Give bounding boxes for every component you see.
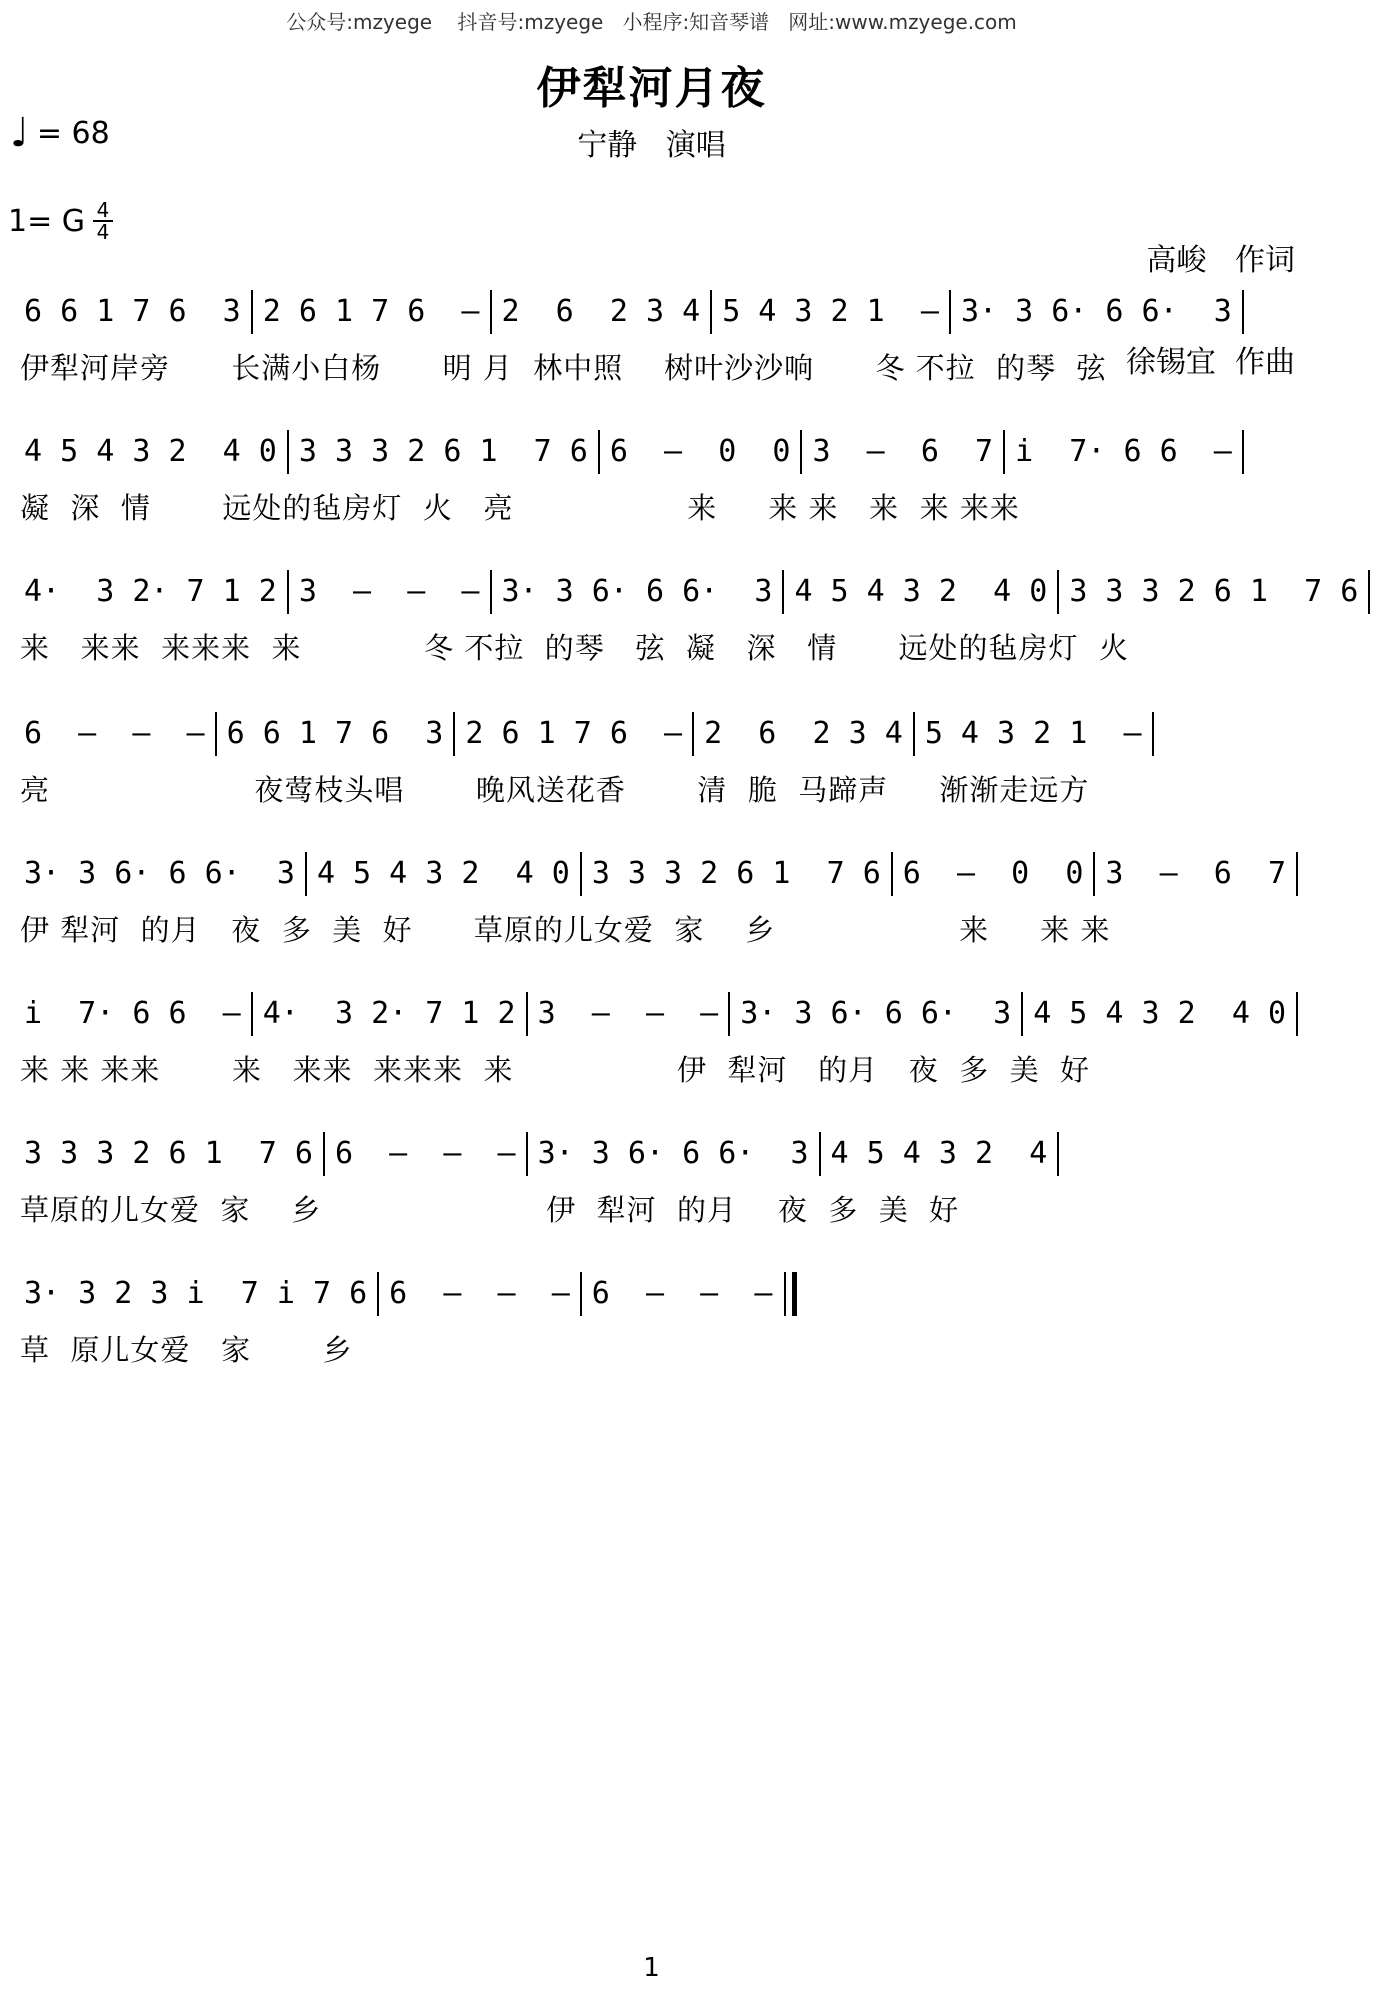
measure: 2 6 2 3 4	[704, 715, 903, 751]
barline	[1021, 992, 1023, 1036]
barline	[913, 712, 915, 756]
measure: 5 4 3 2 1 –	[924, 715, 1142, 751]
measure: 5 4 3 2 1 –	[722, 293, 939, 329]
measure: 6 – 0 0	[902, 855, 1084, 891]
measure: 3· 3 6· 6 6· 3	[960, 293, 1232, 329]
barline	[1057, 570, 1059, 614]
notes-line	[20, 1272, 797, 1332]
measure: 3· 3 6· 6 6· 3	[740, 995, 1012, 1031]
key-signature	[8, 200, 113, 242]
measure: 6 6 1 7 6 3	[24, 293, 241, 329]
site-info-header: 公众号:mzyege 抖音号:mzyege 小程序:知音琴谱 网址:www.mzyege.com	[286, 10, 1017, 34]
score-system	[20, 1132, 1300, 1242]
song-title: 伊犁河月夜	[536, 63, 767, 114]
barline	[1003, 430, 1005, 474]
measure: 4 5 4 3 2 4 0	[794, 573, 1048, 609]
barline	[728, 992, 730, 1036]
measure: 3 – 6 7	[812, 433, 994, 469]
singer-credit: 宁静 演唱	[577, 128, 726, 163]
barline	[819, 1132, 821, 1176]
score-system	[20, 712, 1300, 822]
barline	[1057, 1132, 1059, 1176]
measure: 6 – – –	[334, 1135, 516, 1171]
measure: 4· 3 2· 7 1 2	[262, 995, 516, 1031]
tempo-value: = 68	[36, 115, 110, 151]
lyrics-line: 草原的儿女爱 家 乡 伊 犁河 的月 夜 多 美 好	[20, 1193, 960, 1227]
barline	[526, 1132, 528, 1176]
measure: 2 6 1 7 6 –	[262, 293, 480, 329]
barline	[215, 712, 217, 756]
measure: 6 – – –	[24, 715, 205, 751]
barline	[1152, 712, 1154, 756]
lyrics-line: 凝 深 情 远处的毡房灯 火 亮 来 来 来 来 来 来来	[20, 491, 1020, 525]
barline	[710, 290, 712, 334]
barline	[891, 852, 893, 896]
barline	[453, 712, 455, 756]
measure: 4 5 4 3 2 4	[830, 1135, 1048, 1171]
measure: 4 5 4 3 2 4 0	[24, 433, 277, 469]
time-signature	[93, 200, 113, 242]
measure: 6 – – –	[591, 1275, 773, 1311]
barline	[800, 430, 802, 474]
barline	[287, 430, 289, 474]
quarter-note-icon: ♩	[10, 110, 29, 156]
measure: 3· 3 6· 6 6· 3	[537, 1135, 809, 1171]
measure: i 7· 6 6 –	[1015, 433, 1232, 469]
measure: 3· 3 2 3 i 7 i 7 6	[24, 1275, 368, 1311]
barline	[377, 1272, 379, 1316]
score-system	[20, 290, 1300, 400]
notes-line	[20, 430, 1250, 490]
measure: 2 6 2 3 4	[501, 293, 701, 329]
barline	[692, 712, 694, 756]
barline	[580, 1272, 582, 1316]
barline	[1093, 852, 1095, 896]
measure: 3 3 3 2 6 1 7 6	[298, 433, 588, 469]
barline	[526, 992, 528, 1036]
measure: 6 6 1 7 6 3	[226, 715, 444, 751]
barline	[580, 852, 582, 896]
notes-line	[20, 852, 1304, 912]
barline	[1368, 570, 1370, 614]
score-system	[20, 992, 1300, 1102]
page-number: 1	[643, 1953, 660, 1983]
measure: 4· 3 2· 7 1 2	[24, 573, 277, 609]
measure: 6 – – –	[389, 1275, 570, 1311]
measure: 3· 3 6· 6 6· 3	[501, 573, 773, 609]
barline	[598, 430, 600, 474]
barline	[949, 290, 951, 334]
lyricist-credit: 高峻 作词	[1146, 243, 1295, 278]
measure: 3 – 6 7	[1105, 855, 1287, 891]
notes-line	[20, 712, 1160, 772]
lyrics-line: 伊犁河岸旁 长满小白杨 明 月 林中照 树叶沙沙响 冬 不拉 的琴 弦	[20, 351, 1107, 385]
notes-line	[20, 1132, 1065, 1192]
time-signature-top: 4	[96, 198, 110, 222]
measure: 3 – – –	[537, 995, 719, 1031]
notes-line	[20, 992, 1304, 1052]
score-system	[20, 852, 1300, 962]
measure: i 7· 6 6 –	[24, 995, 241, 1031]
lyrics-line: 来 来 来来 来 来来 来来来 来 伊 犁河 的月 夜 多 美 好	[20, 1053, 1091, 1087]
score-system	[20, 570, 1359, 680]
measure: 3 3 3 2 6 1 7 6	[591, 855, 881, 891]
barline	[1296, 852, 1298, 896]
time-signature-bottom: 4	[96, 220, 110, 244]
barline	[287, 570, 289, 614]
measure: 3 3 3 2 6 1 7 6	[1069, 573, 1359, 609]
composer-credit: 徐锡宜 作曲	[1125, 345, 1295, 380]
lyrics-line: 伊 犁河 的月 夜 多 美 好 草原的儿女爱 家 乡 来 来 来	[20, 913, 1111, 947]
score-system	[20, 430, 1300, 540]
score-system	[20, 1272, 1300, 1382]
key-text: 1= G	[8, 203, 86, 239]
notes-line	[20, 570, 1376, 630]
measure: 3 3 3 2 6 1 7 6	[24, 1135, 313, 1171]
measure: 6 – 0 0	[609, 433, 791, 469]
lyrics-line: 草 原儿女爱 家 乡	[20, 1333, 353, 1367]
measure: 2 6 1 7 6 –	[465, 715, 683, 751]
barline	[1242, 290, 1244, 334]
notes-line	[20, 290, 1250, 350]
barline	[305, 852, 307, 896]
lyrics-line: 亮 夜莺枝头唱 晚风送花香 清 脆 马蹄声 渐渐走远方	[20, 773, 1090, 807]
barline	[490, 290, 492, 334]
lyrics-line: 来 来来 来来来 来 冬 不拉 的琴 弦 凝 深 情 远处的毡房灯 火	[20, 631, 1129, 665]
barline	[1242, 430, 1244, 474]
barline	[323, 1132, 325, 1176]
barline	[251, 290, 253, 334]
barline	[490, 570, 492, 614]
measure: 3 – – –	[298, 573, 480, 609]
measure: 4 5 4 3 2 4 0	[1033, 995, 1287, 1031]
measure: 4 5 4 3 2 4 0	[316, 855, 570, 891]
barline	[782, 570, 784, 614]
barline	[251, 992, 253, 1036]
measure: 3· 3 6· 6 6· 3	[24, 855, 295, 891]
final-barline	[784, 1272, 797, 1316]
barline	[1296, 992, 1298, 1036]
